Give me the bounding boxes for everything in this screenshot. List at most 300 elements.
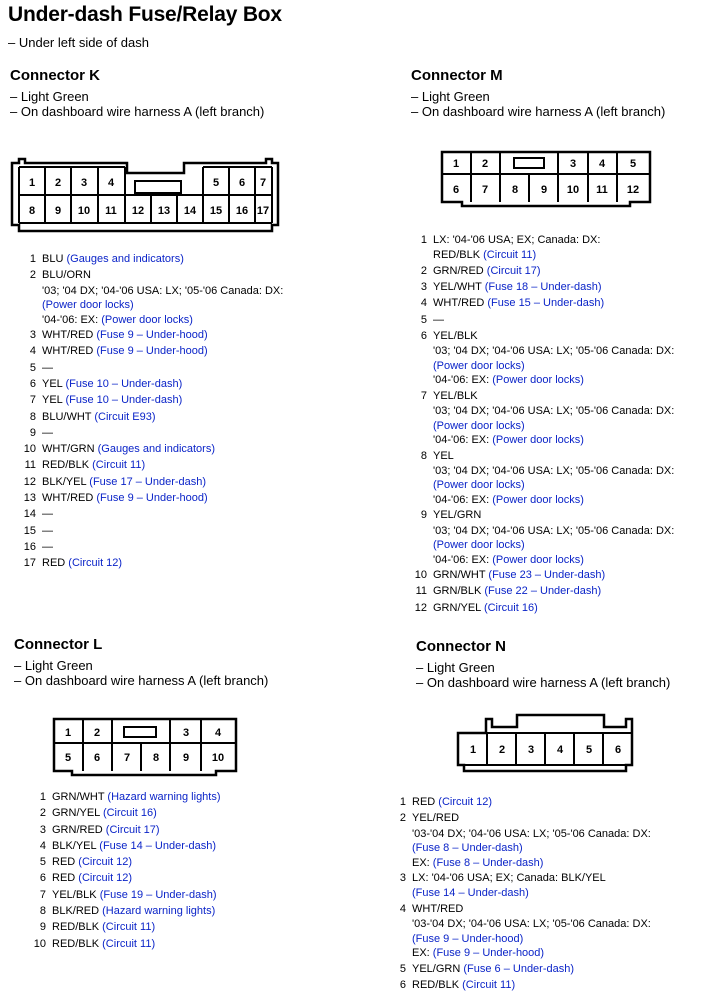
circuit-reference-link[interactable]: (Fuse 18 – Under-dash) bbox=[484, 281, 602, 294]
pin-number: 3 bbox=[39, 823, 46, 836]
pin-body bbox=[46, 936, 155, 952]
circuit-reference-link[interactable]: (Fuse 8 – Under-dash) bbox=[412, 842, 523, 855]
wire-color: WHT/RED bbox=[42, 492, 94, 505]
connector-l-desc-location: – On dashboard wire harness A (left branch) bbox=[14, 673, 269, 688]
connector-n-cell: 4 bbox=[556, 744, 564, 756]
pin-number: 1 bbox=[29, 253, 36, 265]
wire-color: WHT/RED bbox=[412, 902, 464, 915]
circuit-reference-link[interactable]: (Circuit 12) bbox=[68, 557, 123, 570]
connector-m-cell: 5 bbox=[629, 158, 637, 170]
wire-color: RED bbox=[42, 557, 66, 570]
connector-n-pin-list bbox=[384, 794, 704, 993]
pin-number: 1 bbox=[420, 234, 427, 246]
connector-l-diagram bbox=[50, 713, 240, 778]
connector-k-desc-location: – On dashboard wire harness A (left branch) bbox=[10, 104, 265, 119]
circuit-reference-link[interactable]: (Hazard warning lights) bbox=[107, 791, 221, 803]
connector-m-header bbox=[411, 67, 665, 119]
pin-row bbox=[14, 474, 314, 490]
connector-m-title: Connector M bbox=[411, 67, 503, 84]
pin-number: 14 bbox=[23, 508, 36, 521]
circuit-reference-link[interactable]: (Gauges and indicators) bbox=[66, 253, 184, 265]
pin-body bbox=[36, 506, 53, 522]
connector-k-cell: 2 bbox=[54, 177, 62, 189]
connector-k-desc-color: – Light Green bbox=[10, 89, 89, 104]
pin-body bbox=[46, 822, 160, 838]
pin-body bbox=[427, 279, 602, 295]
pin-row bbox=[405, 448, 705, 508]
connector-m-cell: 11 bbox=[596, 184, 608, 196]
pin-row bbox=[14, 392, 314, 408]
connector-l-cell: 2 bbox=[93, 727, 101, 739]
circuit-reference-link[interactable]: (Power door locks) bbox=[492, 434, 584, 447]
connector-l-header bbox=[14, 636, 268, 688]
circuit-reference-link[interactable]: (Fuse 15 – Under-dash) bbox=[487, 297, 605, 310]
connector-k-cell: 12 bbox=[131, 205, 145, 217]
connector-l-cell: 7 bbox=[123, 752, 131, 764]
pin-number: 13 bbox=[23, 492, 36, 505]
pin-row bbox=[405, 600, 705, 616]
pin-body bbox=[46, 854, 132, 870]
pin-body bbox=[36, 457, 145, 473]
pin-body bbox=[406, 901, 651, 961]
pin-detail-line bbox=[412, 932, 651, 947]
pin-detail-line bbox=[433, 248, 600, 263]
pin-body bbox=[36, 327, 208, 343]
pin-detail-line bbox=[433, 493, 674, 508]
wire-color: GRN/BLK bbox=[433, 585, 482, 598]
pin-row bbox=[405, 232, 705, 263]
wire-color: WHT/RED bbox=[42, 329, 94, 342]
connector-l-cell: 8 bbox=[152, 752, 160, 764]
connector-n-cell: 2 bbox=[498, 744, 506, 756]
wire-color: YEL/BLK bbox=[433, 389, 478, 402]
connector-m-cell: 2 bbox=[481, 158, 489, 170]
pin-body bbox=[46, 903, 215, 919]
pin-number: 2 bbox=[420, 264, 427, 277]
circuit-reference-link[interactable]: (Fuse 17 – Under-dash) bbox=[89, 475, 207, 488]
wire-color: RED/BLK bbox=[412, 978, 460, 991]
pin-number: 4 bbox=[420, 297, 427, 310]
page-title: Under-dash Fuse/Relay Box bbox=[8, 3, 282, 26]
pin-body bbox=[406, 870, 606, 901]
pin-detail-line bbox=[412, 946, 651, 961]
pin-body bbox=[46, 838, 216, 854]
connector-m-cell: 12 bbox=[626, 184, 640, 196]
circuit-reference-link[interactable]: (Circuit E93) bbox=[94, 410, 156, 423]
wire-color: — bbox=[433, 313, 444, 326]
circuit-reference-link[interactable]: (Power door locks) bbox=[101, 313, 193, 326]
wire-color: — bbox=[42, 508, 53, 521]
pin-row bbox=[24, 789, 324, 805]
connector-k-cell: 11 bbox=[105, 205, 117, 217]
connector-l-cell: 1 bbox=[64, 727, 72, 739]
circuit-reference-link[interactable]: (Fuse 9 – Under-hood) bbox=[96, 345, 208, 358]
pin-body bbox=[36, 343, 208, 359]
circuit-reference-link[interactable]: (Fuse 9 – Under-hood) bbox=[96, 329, 208, 342]
pin-number: 9 bbox=[420, 509, 427, 522]
pin-number: 1 bbox=[399, 796, 406, 808]
pin-detail-line bbox=[433, 404, 674, 419]
pin-row bbox=[14, 441, 314, 457]
circuit-reference-link[interactable]: (Power door locks) bbox=[433, 419, 525, 432]
connector-n-header bbox=[416, 638, 670, 690]
pin-detail-line bbox=[433, 433, 674, 448]
connector-m-desc-color: – Light Green bbox=[411, 89, 490, 104]
connector-k-cell: 8 bbox=[28, 205, 36, 217]
pin-row bbox=[405, 567, 705, 583]
circuit-reference-link[interactable]: (Power door locks) bbox=[433, 539, 525, 552]
pin-body bbox=[427, 388, 674, 448]
wire-color: YEL/GRN bbox=[412, 962, 461, 975]
pin-number: 5 bbox=[29, 361, 36, 374]
pin-detail-line bbox=[433, 344, 674, 359]
pin-row bbox=[14, 457, 314, 473]
pin-detail-line bbox=[433, 419, 674, 434]
pin-body bbox=[36, 441, 215, 457]
pin-number: 7 bbox=[420, 389, 427, 402]
pin-body bbox=[406, 810, 651, 870]
pin-row bbox=[14, 506, 314, 522]
connector-l-title: Connector L bbox=[14, 636, 103, 653]
circuit-reference-link[interactable]: (Fuse 23 – Under-dash) bbox=[488, 569, 606, 582]
pin-number: 1 bbox=[39, 791, 46, 803]
connector-l-cell: 6 bbox=[93, 752, 101, 764]
pin-detail-line bbox=[433, 359, 674, 374]
circuit-reference-link[interactable]: (Fuse 9 – Under-hood) bbox=[412, 932, 524, 945]
pin-row bbox=[14, 409, 314, 425]
pin-number: 4 bbox=[29, 345, 36, 358]
circuit-reference-link[interactable]: (Fuse 6 – Under-dash) bbox=[463, 962, 575, 975]
pin-detail-text: '03; '04 DX; '04-'06 USA: LX; '05-'06 Canada: DX: bbox=[433, 464, 675, 477]
wire-color: — bbox=[42, 524, 53, 537]
pin-body bbox=[36, 539, 53, 555]
wire-color: YEL/RED bbox=[412, 812, 460, 825]
pin-number: 7 bbox=[29, 394, 36, 407]
circuit-reference-link[interactable]: (Fuse 8 – Under-dash) bbox=[432, 856, 544, 869]
pin-body bbox=[406, 977, 515, 993]
pin-body bbox=[427, 448, 674, 508]
pin-detail-line bbox=[433, 373, 674, 388]
pin-row bbox=[14, 343, 314, 359]
wire-color: YEL bbox=[433, 449, 454, 462]
circuit-reference-link[interactable]: (Circuit 11) bbox=[92, 459, 146, 472]
wire-color: RED bbox=[412, 796, 436, 808]
pin-body bbox=[406, 794, 492, 810]
pin-row bbox=[14, 251, 314, 267]
wire-color: RED bbox=[52, 856, 76, 869]
wire-color: RED/BLK bbox=[42, 459, 90, 472]
pin-body bbox=[427, 263, 541, 279]
pin-body bbox=[427, 328, 674, 388]
pin-row bbox=[24, 936, 324, 952]
connector-k-cell: 9 bbox=[54, 205, 62, 217]
wire-color: YEL/GRN bbox=[433, 509, 482, 522]
pin-row bbox=[384, 901, 704, 961]
pin-row bbox=[24, 887, 324, 903]
connector-k-cell: 6 bbox=[238, 177, 246, 189]
pin-number: 8 bbox=[29, 410, 36, 423]
pin-body bbox=[427, 232, 600, 263]
circuit-reference-link[interactable]: (Circuit 17) bbox=[105, 823, 160, 836]
wire-color: LX: '04-'06 USA; EX; Canada: DX: bbox=[433, 234, 601, 246]
wire-color: GRN/YEL bbox=[52, 807, 100, 820]
wire-color: GRN/WHT bbox=[52, 791, 105, 803]
circuit-reference-link[interactable]: (Gauges and indicators) bbox=[97, 443, 216, 456]
wire-color: YEL bbox=[42, 394, 63, 407]
pin-detail-line bbox=[412, 827, 651, 842]
pin-row bbox=[24, 838, 324, 854]
connector-l-cell: 3 bbox=[182, 727, 190, 739]
pin-body bbox=[427, 295, 604, 311]
pin-number: 2 bbox=[39, 807, 46, 820]
pin-number: 8 bbox=[39, 905, 46, 918]
connector-l-desc-color: – Light Green bbox=[14, 658, 93, 673]
pin-number: 17 bbox=[23, 557, 36, 570]
pin-number: 16 bbox=[23, 540, 36, 553]
connector-k-cell: 17 bbox=[256, 205, 270, 217]
pin-row bbox=[14, 539, 314, 555]
connector-k-title: Connector K bbox=[10, 67, 100, 84]
pin-detail-text: '04-'06: EX: bbox=[433, 374, 490, 387]
pin-number: 11 bbox=[415, 585, 427, 598]
pin-detail-line bbox=[433, 478, 674, 493]
circuit-reference-link[interactable]: (Fuse 10 – Under-dash) bbox=[65, 394, 183, 407]
wire-color: WHT/RED bbox=[433, 297, 485, 310]
pin-body bbox=[36, 474, 206, 490]
circuit-reference-link[interactable]: (Hazard warning lights) bbox=[102, 905, 216, 918]
pin-detail-text: '04-'06: EX: bbox=[42, 313, 99, 326]
connector-k-cell: 13 bbox=[157, 205, 171, 217]
pin-body bbox=[36, 392, 182, 408]
wire-color: YEL/BLK bbox=[433, 329, 478, 342]
connector-n-cell: 1 bbox=[469, 744, 477, 756]
pin-detail-text: '03; '04 DX; '04-'06 USA: LX; '05-'06 Canada: DX: bbox=[433, 405, 675, 418]
connector-l-cell: 5 bbox=[64, 752, 72, 764]
pin-number: 5 bbox=[420, 313, 427, 326]
pin-row bbox=[14, 267, 314, 327]
connector-k-cell: 14 bbox=[183, 205, 197, 217]
connector-k-cell: 15 bbox=[209, 205, 223, 217]
pin-row bbox=[24, 805, 324, 821]
pin-row bbox=[384, 810, 704, 870]
pin-row bbox=[384, 794, 704, 810]
wire-color: BLU/WHT bbox=[42, 410, 92, 423]
wire-color: RED/BLK bbox=[52, 937, 100, 950]
pin-row bbox=[14, 425, 314, 441]
wire-color: YEL/WHT bbox=[433, 281, 482, 294]
pin-number: 10 bbox=[414, 569, 427, 582]
pin-row bbox=[405, 328, 705, 388]
pin-row bbox=[405, 279, 705, 295]
connector-m-cell: 9 bbox=[540, 184, 548, 196]
wire-color: — bbox=[42, 540, 53, 553]
wire-color: BLK/RED bbox=[52, 905, 100, 918]
pin-number: 4 bbox=[399, 902, 406, 915]
circuit-reference-link[interactable]: (Power door locks) bbox=[492, 553, 584, 566]
pin-number: 10 bbox=[23, 443, 36, 456]
pin-body bbox=[36, 523, 53, 539]
pin-number: 6 bbox=[29, 377, 36, 390]
circuit-reference-link[interactable]: (Circuit 11) bbox=[102, 937, 156, 950]
wire-color: YEL bbox=[42, 377, 63, 390]
connector-n-title: Connector N bbox=[416, 638, 506, 655]
pin-body bbox=[427, 600, 538, 616]
wire-color: RED bbox=[52, 872, 76, 885]
pin-row bbox=[24, 919, 324, 935]
circuit-reference-link[interactable]: (Fuse 9 – Under-hood) bbox=[432, 947, 545, 960]
wire-color: GRN/WHT bbox=[433, 569, 486, 582]
pin-body bbox=[36, 251, 184, 267]
pin-detail-line bbox=[433, 464, 674, 479]
pin-number: 3 bbox=[399, 872, 406, 885]
pin-detail-line bbox=[412, 856, 651, 871]
pin-number: 10 bbox=[33, 937, 46, 950]
pin-number: 12 bbox=[23, 475, 36, 488]
pin-row bbox=[405, 312, 705, 328]
wire-color: BLK/YEL bbox=[42, 475, 87, 488]
circuit-reference-link[interactable]: (Power door locks) bbox=[42, 299, 134, 312]
pin-row bbox=[14, 376, 314, 392]
pin-row bbox=[14, 555, 314, 571]
connector-m-cell: 1 bbox=[452, 158, 460, 170]
pin-number: 6 bbox=[39, 872, 46, 885]
pin-row bbox=[405, 583, 705, 599]
circuit-reference-link[interactable]: (Fuse 14 – Under-dash) bbox=[99, 839, 217, 852]
pin-number: 9 bbox=[39, 921, 46, 934]
pin-number: 4 bbox=[39, 839, 46, 852]
connector-n-cell: 5 bbox=[585, 744, 593, 756]
pin-row bbox=[405, 295, 705, 311]
wire-color: WHT/RED bbox=[42, 345, 94, 358]
wire-color: GRN/RED bbox=[52, 823, 103, 836]
pin-body bbox=[427, 312, 444, 328]
pin-body bbox=[36, 409, 156, 425]
circuit-reference-link[interactable]: (Fuse 14 – Under-dash) bbox=[412, 887, 529, 900]
wire-color: RED/BLK bbox=[52, 921, 100, 934]
pin-body bbox=[36, 555, 122, 571]
pin-body bbox=[427, 507, 674, 567]
connector-k-cell: 3 bbox=[80, 177, 88, 189]
wire-color: GRN/YEL bbox=[433, 601, 481, 614]
pin-row bbox=[14, 360, 314, 376]
pin-row bbox=[14, 490, 314, 506]
pin-body bbox=[36, 376, 182, 392]
pin-number: 11 bbox=[24, 459, 36, 472]
connector-m-cell: 4 bbox=[598, 158, 606, 170]
circuit-reference-link[interactable]: (Power door locks) bbox=[492, 493, 584, 506]
pin-number: 3 bbox=[29, 329, 36, 342]
pin-number: 6 bbox=[399, 978, 406, 991]
pin-number: 2 bbox=[29, 269, 36, 282]
connector-m-cell: 7 bbox=[481, 184, 489, 196]
connector-n-diagram bbox=[454, 713, 636, 775]
circuit-reference-link[interactable]: (Circuit 17) bbox=[486, 264, 541, 277]
connector-m-cell: 3 bbox=[569, 158, 577, 170]
pin-number: 15 bbox=[23, 524, 36, 537]
pin-body bbox=[46, 919, 155, 935]
pin-detail-line bbox=[42, 313, 283, 328]
pin-detail-text: EX: bbox=[412, 856, 430, 869]
connector-k-cell: 10 bbox=[77, 205, 91, 217]
connector-k-header bbox=[10, 67, 264, 119]
circuit-reference-link[interactable]: (Circuit 11) bbox=[483, 249, 537, 262]
pin-detail-line bbox=[412, 886, 606, 901]
pin-detail-text: '03; '04 DX; '04-'06 USA: LX; '05-'06 Canada: DX: bbox=[42, 284, 284, 297]
connector-k-diagram bbox=[8, 155, 280, 235]
pin-body bbox=[36, 425, 53, 441]
pin-body bbox=[406, 961, 574, 977]
circuit-reference-link[interactable]: (Fuse 22 – Under-dash) bbox=[484, 585, 602, 598]
pin-number: 3 bbox=[420, 281, 427, 294]
circuit-reference-link[interactable]: (Circuit 16) bbox=[483, 601, 538, 614]
pin-body bbox=[46, 805, 157, 821]
pin-body bbox=[46, 887, 216, 903]
connector-k-cell: 4 bbox=[107, 177, 115, 189]
pin-body bbox=[46, 870, 132, 886]
circuit-reference-link[interactable]: (Power door locks) bbox=[492, 374, 584, 387]
circuit-reference-link[interactable]: (Circuit 12) bbox=[78, 872, 133, 885]
pin-row bbox=[24, 854, 324, 870]
connector-n-cell: 3 bbox=[527, 744, 535, 756]
circuit-reference-link[interactable]: (Circuit 16) bbox=[102, 807, 157, 820]
connector-m-cell: 8 bbox=[511, 184, 519, 196]
wire-color: YEL/BLK bbox=[52, 888, 97, 901]
pin-detail-text: '03; '04 DX; '04-'06 USA: LX; '05-'06 Canada: DX: bbox=[433, 524, 675, 537]
circuit-reference-link[interactable]: (Fuse 9 – Under-hood) bbox=[96, 492, 208, 505]
connector-m-pin-list bbox=[405, 232, 705, 616]
pin-number: 6 bbox=[420, 329, 427, 342]
pin-number: 8 bbox=[420, 449, 427, 462]
pin-row bbox=[14, 523, 314, 539]
connector-k-cell: 1 bbox=[28, 177, 36, 189]
wire-color: LX: '04-'06 USA; EX; Canada: BLK/YEL bbox=[412, 872, 606, 885]
pin-row bbox=[24, 903, 324, 919]
circuit-reference-link[interactable]: (Fuse 19 – Under-dash) bbox=[99, 888, 217, 901]
pin-detail-text: '03-'04 DX; '04-'06 USA: LX; '05-'06 Canada: DX: bbox=[412, 918, 651, 931]
circuit-reference-link[interactable]: (Power door locks) bbox=[433, 359, 525, 372]
connector-m-desc-location: – On dashboard wire harness A (left branch) bbox=[411, 104, 666, 119]
pin-number: 9 bbox=[29, 426, 36, 439]
connector-k-cell: 7 bbox=[259, 177, 267, 189]
pin-detail-line bbox=[42, 298, 283, 313]
circuit-reference-link[interactable]: (Circuit 11) bbox=[462, 978, 516, 991]
circuit-reference-link[interactable]: (Power door locks) bbox=[433, 479, 525, 492]
pin-body bbox=[36, 267, 283, 327]
circuit-reference-link[interactable]: (Circuit 12) bbox=[78, 856, 133, 869]
pin-detail-text: '03-'04 DX; '04-'06 USA: LX; '05-'06 Canada: DX: bbox=[412, 827, 651, 840]
pin-row bbox=[405, 263, 705, 279]
pin-detail-line bbox=[433, 524, 674, 539]
pin-body bbox=[427, 583, 601, 599]
pin-body bbox=[36, 360, 53, 376]
pin-detail-text: '04-'06: EX: bbox=[433, 434, 490, 447]
pin-row bbox=[384, 961, 704, 977]
connector-l-pin-list bbox=[24, 789, 324, 952]
wire-color: BLU bbox=[42, 253, 64, 265]
pin-row bbox=[384, 870, 704, 901]
circuit-reference-link[interactable]: (Fuse 10 – Under-dash) bbox=[65, 377, 183, 390]
connector-l-cell: 10 bbox=[211, 752, 225, 764]
pin-detail-line bbox=[433, 538, 674, 553]
pin-body bbox=[427, 567, 605, 583]
connector-k-pin-list bbox=[14, 251, 314, 572]
connector-l-cell: 4 bbox=[214, 727, 222, 739]
circuit-reference-link[interactable]: (Circuit 12) bbox=[438, 796, 493, 808]
connector-k-cell: 16 bbox=[235, 205, 249, 217]
circuit-reference-link[interactable]: (Circuit 11) bbox=[102, 921, 156, 934]
connector-m-cell: 10 bbox=[566, 184, 580, 196]
connector-m-cell: 6 bbox=[452, 184, 460, 196]
